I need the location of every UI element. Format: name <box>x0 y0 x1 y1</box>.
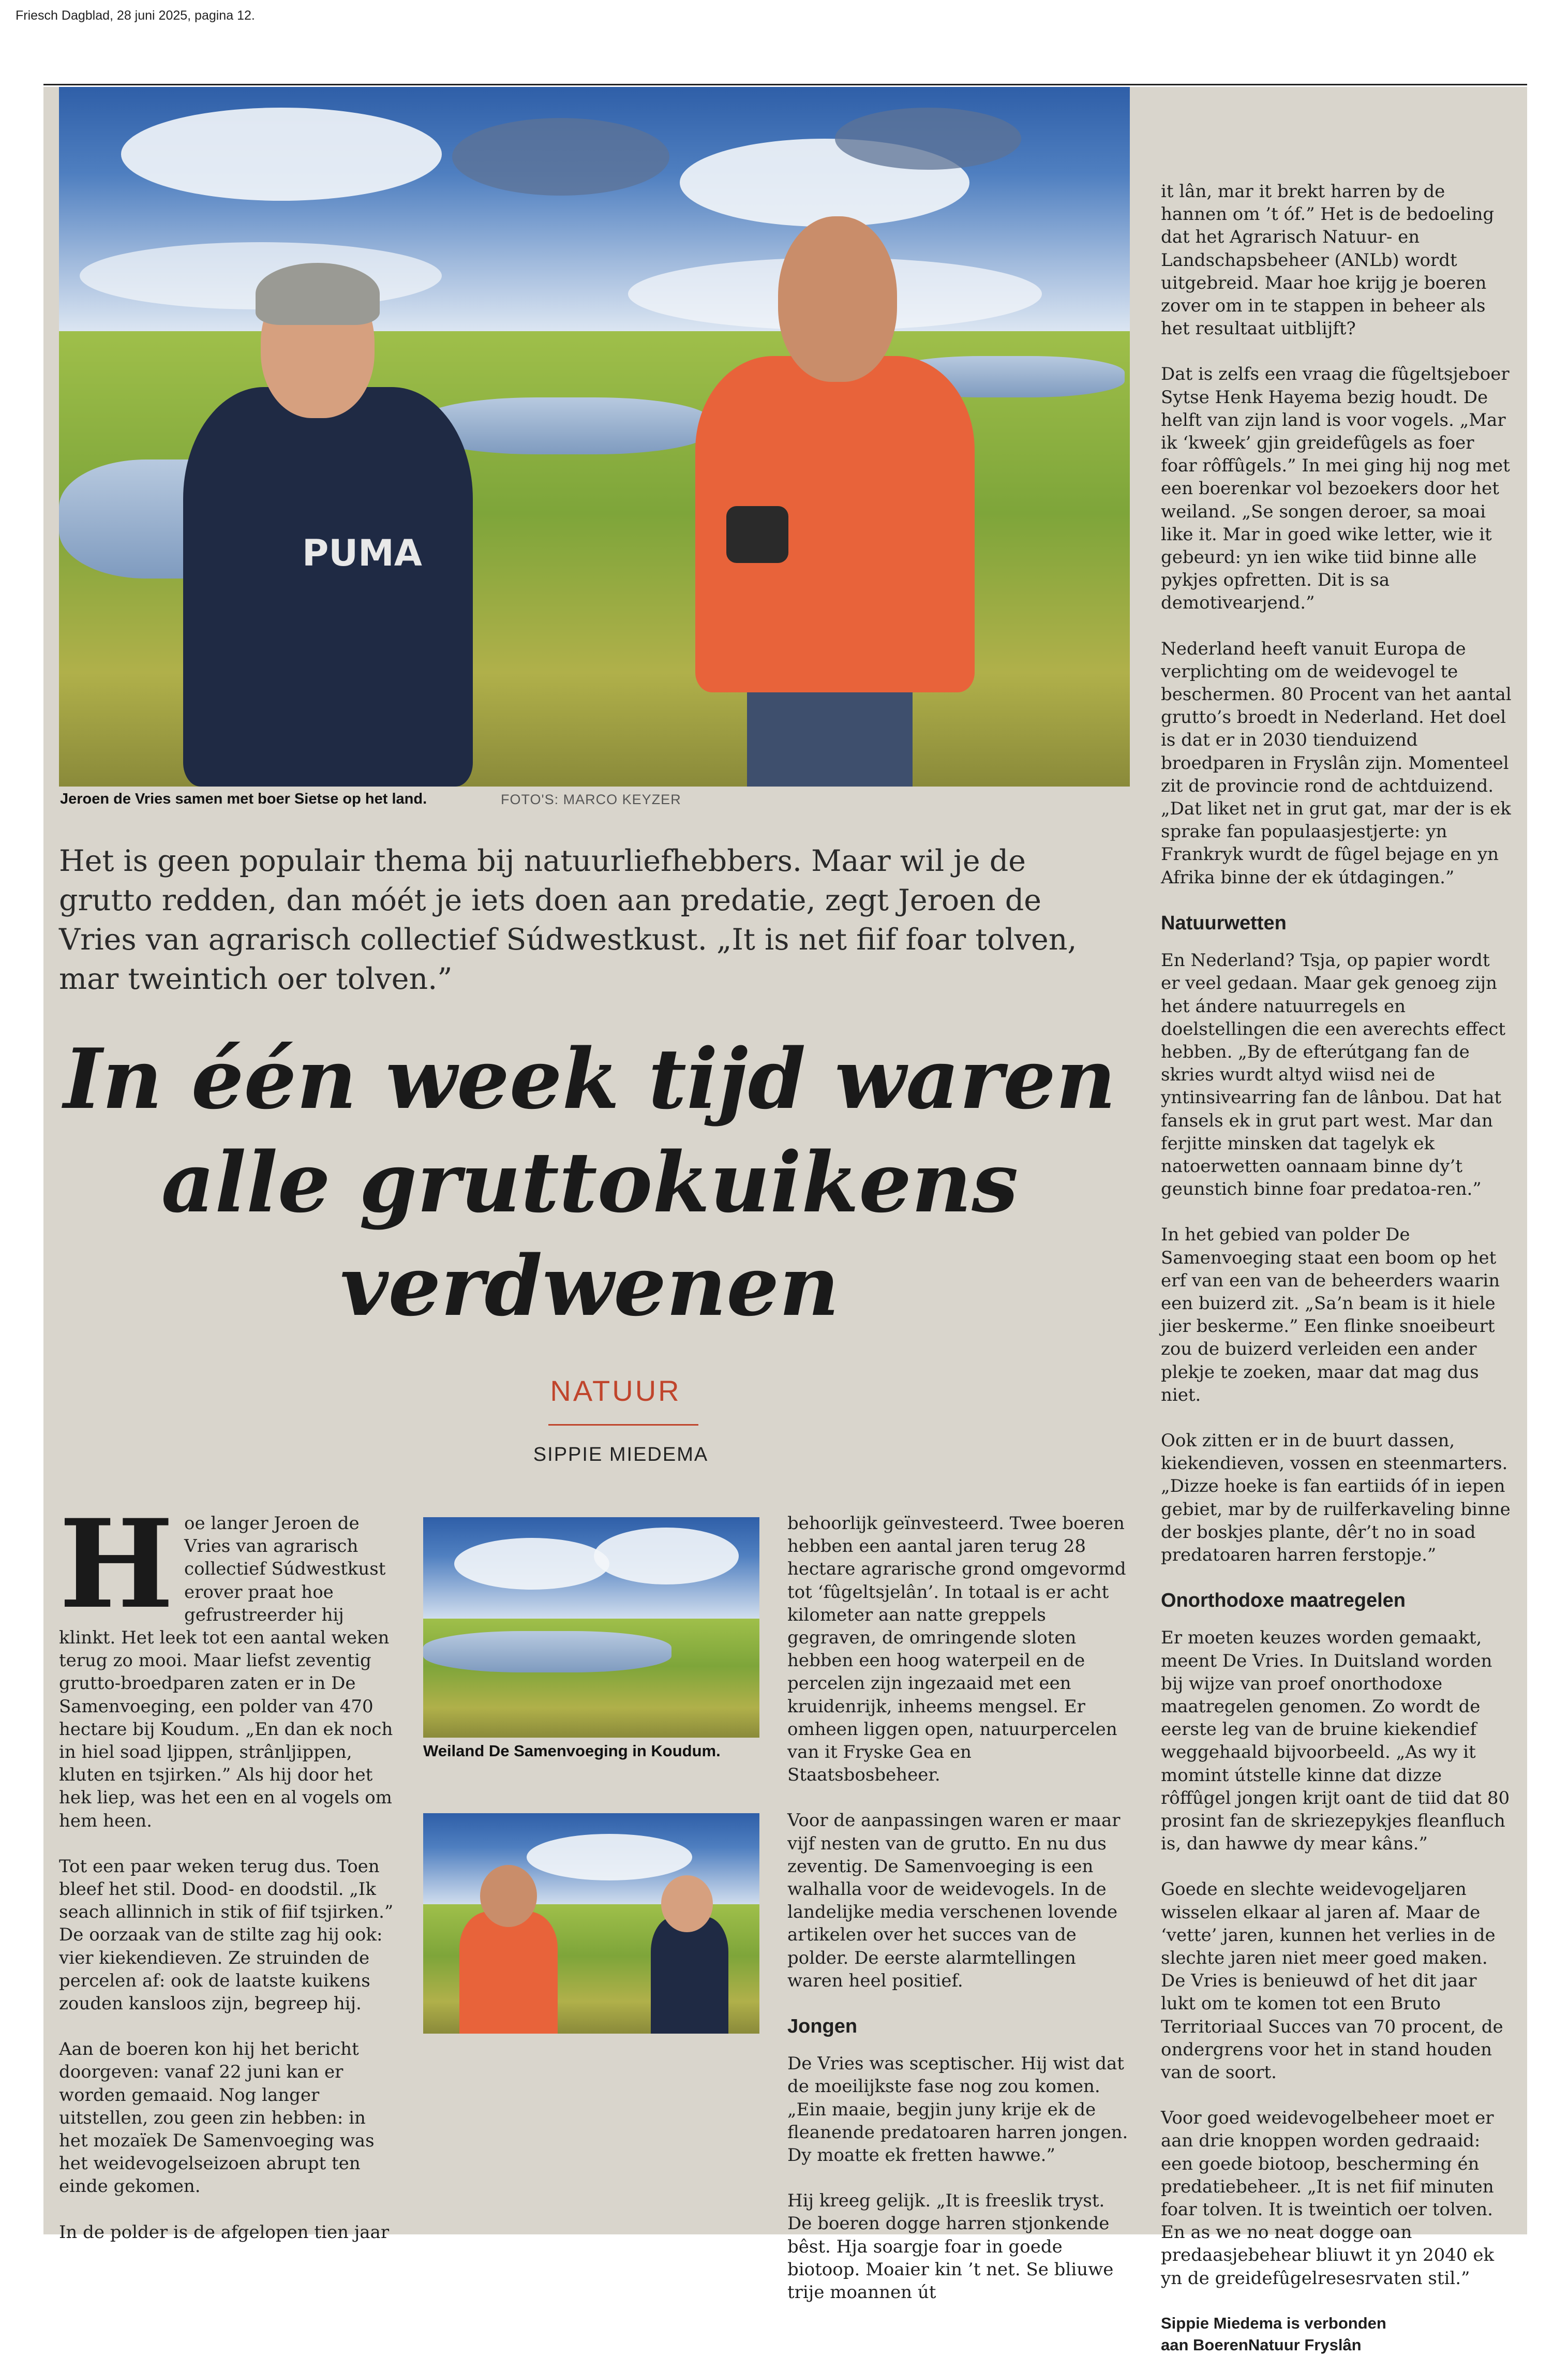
sietse-figure <box>695 216 975 787</box>
main-photo-caption: Jeroen de Vries samen met boer Sietse op het land. <box>60 791 427 807</box>
col3-paragraph: Voor de aanpassingen waren er maar vijf nesten van de grutto. En nu dus zeventig. De Samenvoeging is een walhalla voor de weidevogels. In de landelijke media verschenen lovende artikelen over het succes van de polder. De eerste alarmtellingen waren heel positief. <box>787 1810 1121 1991</box>
source-line: Friesch Dagblad, 28 juni 2025, pagina 12. <box>16 8 255 23</box>
section-rule <box>548 1424 698 1426</box>
col3-paragraph: behoorlijk geïnvesteerd. Twee boeren hebben een aantal jaren terug 28 hectare agrarische grond omgevormd tot ‘fûgeltsjelân’. In totaal is er acht kilometer aan natte greppels gegraven, de omringende sloten hebben een hoog waterpeil en de percelen zijn ingezaaid met een kruidenrijk, inheems mengsel. Er omheen liggen open, natuurpercelen van it Fryske Gea en Staatsbosbeheer. <box>787 1513 1126 1786</box>
author-note-line2: aan BoerenNatuur Fryslân <box>1161 2335 1362 2354</box>
intro-paragraph: Het is geen populair thema bij natuurliefhebbers. Maar wil je de grutto redden, dan móét je iets doen aan predatie, zegt Jeroen de Vries van agrarisch collectief Súdwestkust. „It is net fiif foar tolven, mar tweintich oer tolven.” <box>59 844 1077 996</box>
author-note-line1: Sippie Miedema is verbonden <box>1161 2314 1386 2332</box>
section-label: NATUUR <box>550 1374 681 1407</box>
column-4 <box>1161 180 1513 2356</box>
col4-paragraph: Nederland heeft vanuit Europa de verplichting om de weidevogel te beschermen. 80 Procent van het aantal grutto’s broedt in Nederland. Het doel is dat er in 2030 tienduizend broedparen in Fryslân zijn. Momenteel zit de provincie rond de achtduizend. „Dat liket net in grut gat, mar der is ek sprake fan populaasjestjerte: yn Frankryk wurdt de fûgel bejage en yn Afrika binne der ek útdagingen.” <box>1161 638 1512 888</box>
col3-paragraph: De Vries was sceptischer. Hij wist dat de moeilijkste fase nog zou komen. „Ein maaie, begjin juny krije ek de fleanende predatoaren harren jongen. Dy moatte ek fretten hawwe.” <box>787 2053 1128 2166</box>
col4-paragraph: it lân, mar it brekt harren by de hannen om ’t óf.” Het is de bedoeling dat het Agrarisch Natuur- en Landschapsbeheer (ANLb) wordt uitgebreid. Maar hoe krijg je boeren zover om in te stappen in beheer als het resultaat uitblijft? <box>1161 181 1495 339</box>
col4-paragraph: Ook zitten er in de buurt dassen, kiekendieven, vossen en steenmarters. „Dizze hoeke is fan eartiids óf in iepen gebiet, mar by de ruilferkaveling binne der boskjes plante, dêr’t no in soad predatoaren harren ferstopje.” <box>1161 1430 1511 1565</box>
byline: SIPPIE MIEDEMA <box>533 1444 709 1465</box>
photo-weiland <box>423 1517 759 1738</box>
col4-paragraph: En Nederland? Tsja, op papier wordt er veel gedaan. Maar gek genoeg zijn het ándere natuurregels en doelstellingen die een averechts effect hebben. „By de efterútgang fan de skries wurdt altyd wiisd nei de yntinsivearring fan de lânbou. Dat hat fansels ek in grut part west. Mar dan ferjitte minsken dat tagelyk ek natoerwetten oannaam binne dy’t geunstich binne foar predatoa-ren.” <box>1161 950 1506 1200</box>
col3-paragraph: Hij kreeg gelijk. „It is freeslik tryst. De boeren dogge harren stjonkende bêst. Hja soargje foar in goede biotoop. Moaier kin ’t net. Se bliuwe trije moannen út <box>787 2190 1114 2303</box>
photo-credit: FOTO'S: MARCO KEYZER <box>501 792 681 807</box>
subheading-onorthodoxe: Onorthodoxe maatregelen <box>1161 1590 1406 1612</box>
col4-paragraph: Goede en slechte weidevogeljaren wisselen elkaar al jaren af. Maar de ‘vette’ jaren, kunnen het verlies in de slechte jaren niet meer goed maken. De Vries is benieuwd of het dit jaar lukt om te komen tot een Bruto Territoriaal Succes van 70 procent, de ondergrens voor het in stand houden van de soort. <box>1161 1879 1503 2083</box>
col4-paragraph: In het gebied van polder De Samenvoeging staat een boom op het erf van een van de beheerders waarin een buizerd zit. „Sa’n beam is it hiele jier beskerme.” Een flinke snoeibeurt zou de buizerd verleiden een ander plekje te zoeken, maar dat mag dus niet. <box>1161 1224 1500 1405</box>
binoculars-icon <box>726 506 788 563</box>
column-3 <box>787 1512 1129 2327</box>
column-1 <box>59 1493 395 2266</box>
headline: In één week tijd waren alle gruttokuikens verdwenen <box>63 1030 1116 1335</box>
subheading-jongen: Jongen <box>787 2016 858 2038</box>
col4-paragraph: Er moeten keuzes worden gemaakt, meent De Vries. In Duitsland worden bij wijze van proef onorthodoxe maatregelen genomen. Zo wordt de eerste leg van de bruine kiekendief weggehaald bijvoorbeeld. „As wy it momint útstelle kinne dat dizze rôffûgel jongen krijt oant de tiid dat 80 prosint fan de skriezepykjes fleanfluch is, dan hawwe dy mear kâns.” <box>1161 1627 1510 1855</box>
photo2-caption: Weiland De Samenvoeging in Koudum. <box>423 1742 721 1760</box>
col1-paragraph: Aan de boeren kon hij het bericht doorgeven: vanaf 22 juni kan er worden gemaaid. Nog langer uitstellen, zou geen zin hebben: in het mozaïek De Samenvoeging was het weidevogelseizoen abrupt ten einde gekomen. <box>59 2039 375 2197</box>
main-photo <box>59 87 1130 787</box>
jeroen-figure <box>183 258 473 787</box>
top-rule <box>43 84 1527 85</box>
subheading-natuurwetten: Natuurwetten <box>1161 912 1287 934</box>
col1-paragraph: In de polder is de afgelopen tien jaar <box>59 2221 390 2243</box>
col1-paragraph: Tot een paar weken terug dus. Toen bleef het stil. Dood- en doodstil. „Ik seach allinnich in stik of fiif tsjirken.” De oorzaak van de stilte zag hij ook: vier kiekendieven. Ze struinden de percelen af: ook de laatste kuikens zouden kansloos zijn, begreep hij. <box>59 1856 394 2014</box>
photo-binoculars <box>423 1813 759 2034</box>
sweater-text: PUMA <box>302 532 422 574</box>
col4-paragraph: Voor goed weidevogelbeheer moet er aan drie knoppen worden gedraaid: een goede biotoop, bescherming én predatiebeheer. „It is net fiif minuten foar tolven. It is tweintich oer tolven. En as we no neat dogge oan predaasjebehear bliuwt it yn 2040 ek yn de greidefûgelresesrvaten stil.” <box>1161 2108 1495 2289</box>
drop-cap: H <box>59 1493 174 1636</box>
col1-paragraph: oe langer Jeroen de Vries van agrarisch collectief Súdwestkust erover praat hoe gefrustreerder hij klinkt. Het leek tot een aantal weken terug zo mooi. Maar liefst zeventig grutto-broedparen zaten er in De Samenvoeging, een polder van 470 hectare bij Koudum. „En dan ek noch in hiel soad ljippen, strânljippen, kluten en tsjirken.” Als hij door het hek liep, was het een en al vogels om hem heen. <box>59 1513 393 1831</box>
col4-paragraph: Dat is zelfs een vraag die fûgeltsjeboer Sytse Henk Hayema bezig houdt. De helft van zijn land is voor vogels. „Mar ik ‘kweek’ gjin greidefûgels as foer foar rôffûgels.” In mei ging hij nog met een boerenkar vol bezoekers door het weiland. „Se songen deroer, sa moai like it. Mar in goed wike letter, wie it gebeurd: yn ien wike tiid binne alle pykjes opfretten. Dit is sa demotivearjend.” <box>1161 364 1510 614</box>
